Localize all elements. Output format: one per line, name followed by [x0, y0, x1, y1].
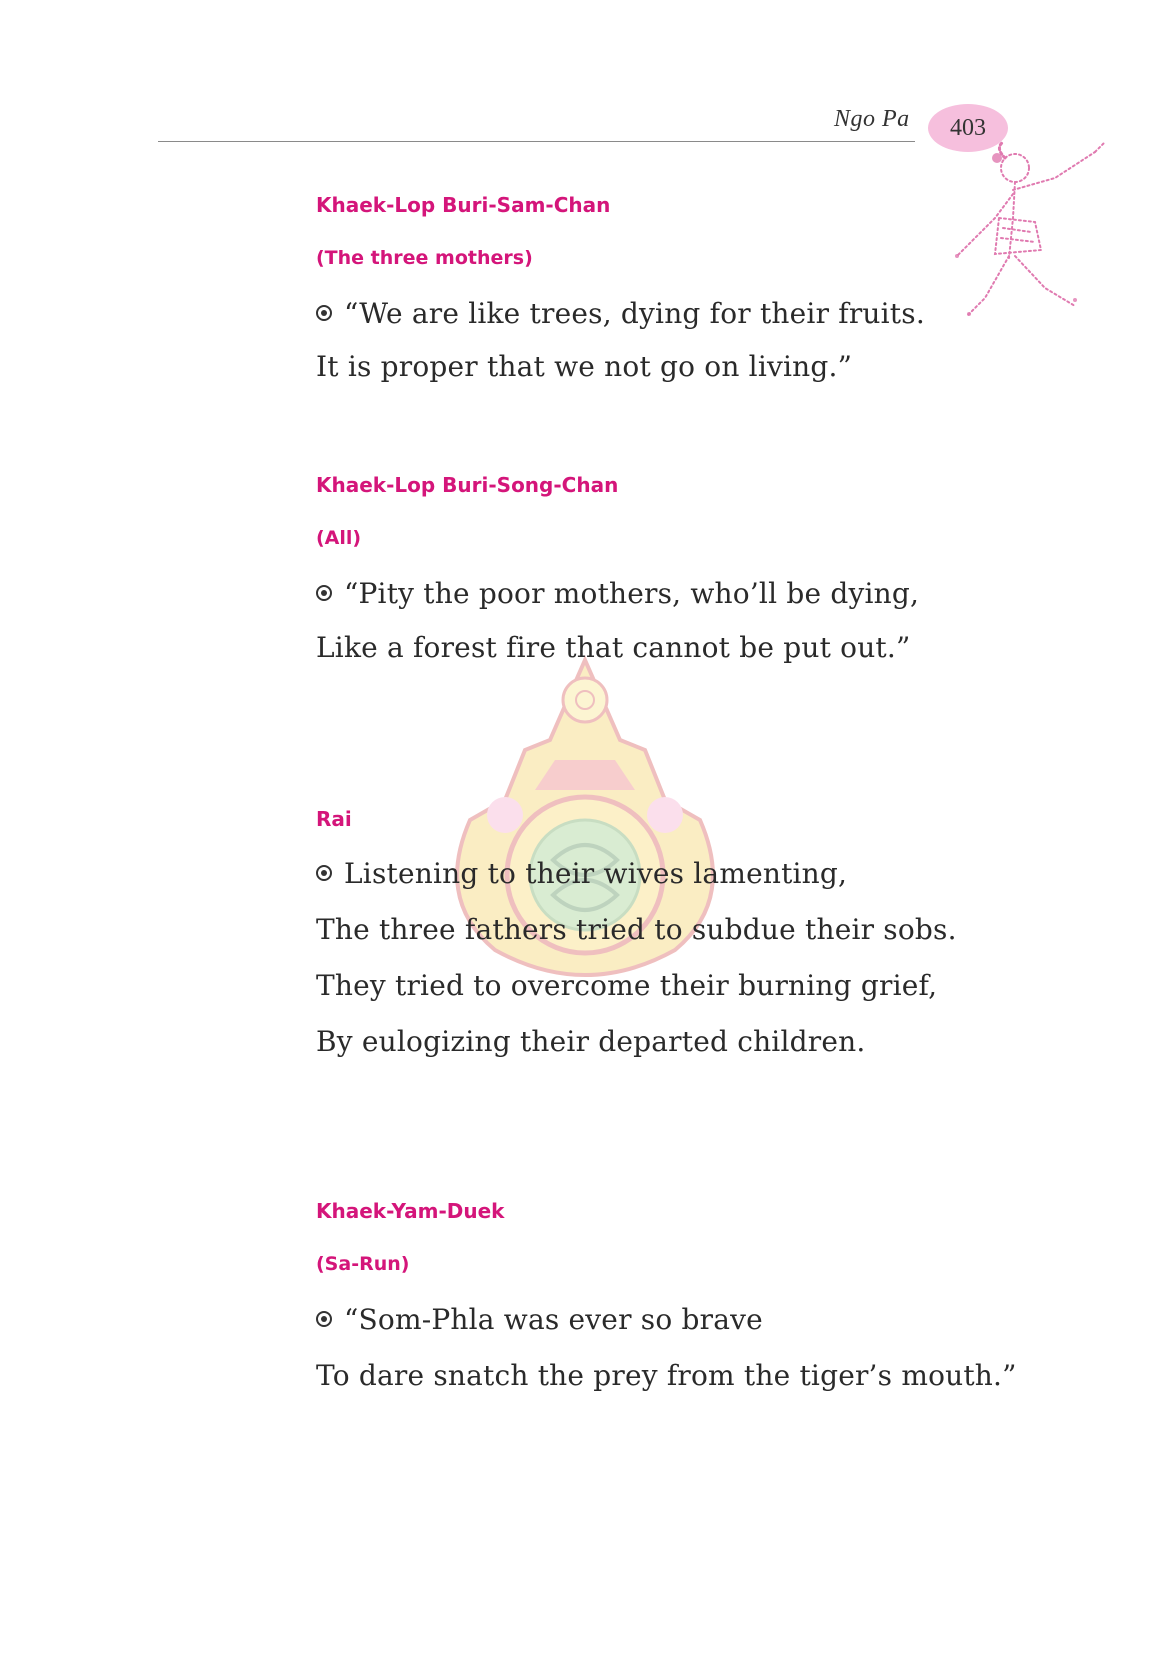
verse-line: Like a forest fire that cannot be put out.” [316, 631, 911, 664]
bullet-icon [316, 305, 332, 321]
verse-line: Listening to their wives lamenting, [316, 857, 847, 890]
page-number: 403 [950, 114, 986, 141]
bullet-icon [316, 1311, 332, 1327]
verse-line: To dare snatch the prey from the tiger’s mouth.” [316, 1359, 1017, 1392]
bullet-icon [316, 865, 332, 881]
verse-line: By eulogizing their departed children. [316, 1025, 866, 1058]
section-title: Khaek-Lop Buri-Sam-Chan [316, 193, 611, 217]
section-title: Rai [316, 807, 352, 831]
emblem-watermark [435, 650, 735, 1000]
running-head: Ngo Pa [834, 106, 910, 132]
section-speaker: (The three mothers) [316, 247, 533, 269]
verse-line: The three fathers tried to subdue their sobs. [316, 913, 957, 946]
verse-line: They tried to overcome their burning grief, [316, 969, 938, 1002]
verse-line: “We are like trees, dying for their fruits. [316, 297, 925, 330]
section-speaker: (All) [316, 527, 362, 549]
verse-line: “Som-Phla was ever so brave [316, 1303, 763, 1336]
bullet-icon [316, 585, 332, 601]
header-rule [158, 141, 915, 142]
section-title: Khaek-Yam-Duek [316, 1199, 505, 1223]
section-title: Khaek-Lop Buri-Song-Chan [316, 473, 619, 497]
verse-line: It is proper that we not go on living.” [316, 350, 853, 383]
dancer-illustration [955, 138, 1120, 348]
section-speaker: (Sa-Run) [316, 1253, 410, 1275]
verse-line: “Pity the poor mothers, who’ll be dying, [316, 577, 919, 610]
